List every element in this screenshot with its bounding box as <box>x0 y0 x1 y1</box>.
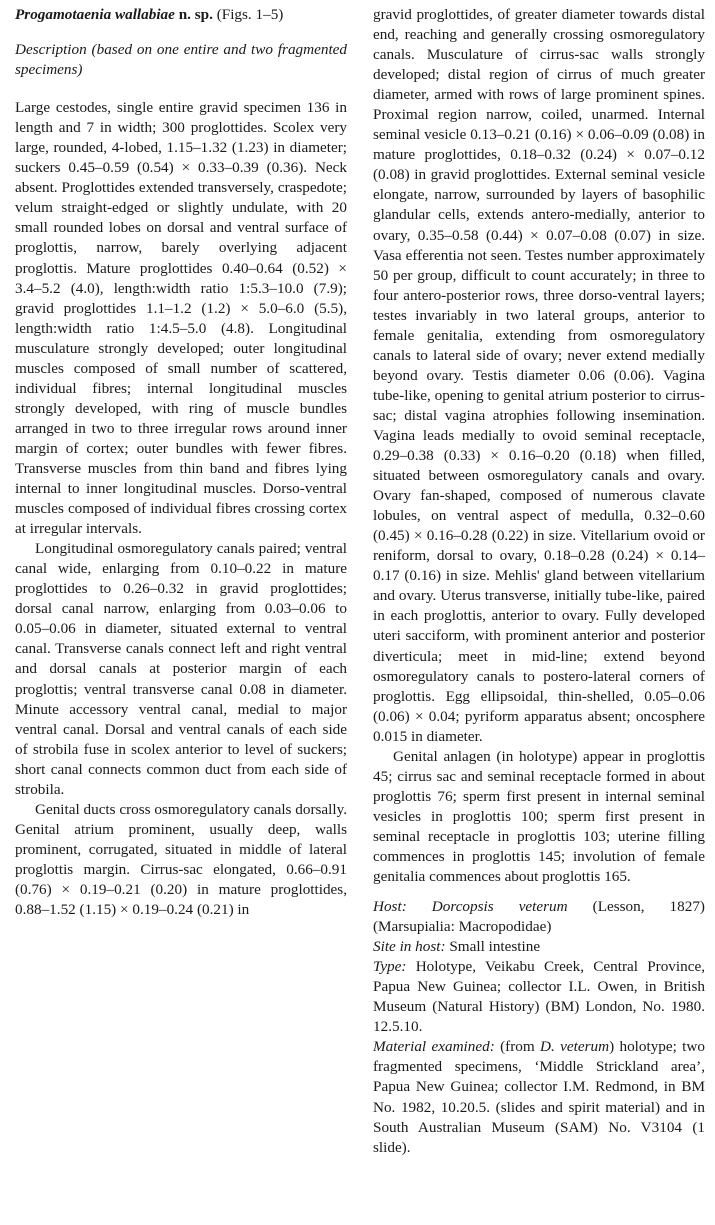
paragraph-genital-ducts: Genital ducts cross osmoregulatory canals dorsally. Genital atrium prominent, usually deep, walls prominent, corrugated, situated in middle of lateral proglottis margin. Cirrus-sac elongated, 0.66–0.91 (0.76) × 0.19–0.21 (0.20) in mature proglottides, 0.88–1.52 (1.15) × 0.19–0.24 (0.21) in <box>15 800 347 919</box>
paragraph-genital-anlagen: Genital anlagen (in holotype) appear in proglottis 45; cirrus sac and seminal receptacle formed in about proglottis 76; sperm first present in internal seminal vesicles in proglottis 100; sperm first present in seminal receptacle in proglottis 103; uterine filling commences in proglottis 145; involution of female genitalia commences about proglottis 165. <box>373 747 705 886</box>
paragraph-morphology: Large cestodes, single entire gravid specimen 136 in length and 7 in width; 300 proglottides. Scolex very large, rounded, 4-lobed, 1.15–1.32 (1.23) in diameter; suckers 0.45–0.59 (0.54) × 0.33–0.39 (0.36). Neck absent. Proglottides extended transversely, craspedote; velum straight-edged or slightly undulate, with 20 small rounded lobes on dorsal and ventral surface of proglottis, narrow, barely overlying adjacent proglottis. Mature proglottides 0.40–0.64 (0.52) × 3.4–5.2 (4.0), length:width ratio 1:5.3–10.0 (7.9); gravid proglottides 1.1–1.2 (1.2) × 5.0–6.0 (5.5), length:width ratio 1:4.5–5.0 (4.8). Longitudinal musculature strongly developed; outer longitudinal muscles composed of small number of scattered, individual fibres; internal longitudinal muscles strongly developed, with ring of muscle bundles arranged in two to three irregular rows around inner margin of cortex; outer bundles with fewer fibres. Transverse muscles from thin band and fibres lying internal to inner longitudinal muscles. Dorso-ventral muscles composed of individual fibres crossing cortex at irregular intervals. <box>15 99 347 538</box>
right-column <box>373 5 705 1158</box>
host-detail: (Lesson, 1827) (Marsupialia: Macropodidae) <box>373 898 705 936</box>
site-note <box>373 937 705 957</box>
specimen-notes <box>373 897 705 1158</box>
site-value: Small intestine <box>445 938 541 956</box>
host-species: Dorcopsis veterum <box>431 898 568 916</box>
paragraph-osmoregulatory: Longitudinal osmoregulatory canals paired; ventral canal wide, enlarging from 0.10–0.22 in mature proglottides to 0.26–0.32 in gravid proglottides; dorsal canal narrow, enlarging from 0.03–0.06 to 0.05–0.06 in diameter, situated external to ventral canal. Transverse canals connect left and right ventral and dorsal canals at posterior margin of each proglottis; ventral transverse canal 0.08 in diameter. Minute accessory ventral canal, medial to major ventral canal. Dorsal and ventral canals of each side of strobila fuse in scolex anterior to level of suckers; short canal connects common duct from each side of strobila. <box>15 540 347 798</box>
description-subheading: Description (based on one entire and two fragmented specimens) <box>15 41 347 79</box>
material-species: D. veterum <box>540 1038 610 1056</box>
species-name: Progamotaenia wallabiae <box>15 6 175 23</box>
material-label: Material examined: <box>373 1038 495 1056</box>
type-label: Type: <box>373 958 407 976</box>
type-value: Holotype, Veikabu Creek, Central Province, Papua New Guinea; collector I.L. Owen, in British Museum (Natural History) (BM) London, No. 1980. 12.5.10. <box>373 958 705 1036</box>
species-heading <box>15 5 347 25</box>
type-note <box>373 957 705 1037</box>
site-label: Site in host: <box>373 938 446 956</box>
host-note <box>373 897 705 937</box>
material-detail: ) holotype; two fragmented specimens, ‘Middle Strickland area’, Papua New Guinea; collector I.M. Redmond, in BM No. 1982, 10.20.5. (slides and spirit material) and in South Australian Museum (SAM) No. V3104 (1 slide). <box>373 1038 705 1156</box>
left-column <box>15 5 347 920</box>
material-note <box>373 1037 705 1157</box>
figure-reference: (Figs. 1–5) <box>216 6 284 23</box>
new-species-marker: n. sp. <box>178 6 213 23</box>
material-pre: (from <box>494 1038 541 1056</box>
paragraph-genital-continued: gravid proglottides, of greater diameter towards distal end, reaching and generally crossing osmoregulatory canals. Musculature of cirrus-sac walls strongly developed; distal region of cirrus of much greater diameter, armed with rows of large prominent spines. Proximal region narrow, coiled, unarmed. Internal seminal vesicle 0.13–0.21 (0.16) × 0.06–0.09 (0.08) in mature proglottides, 0.18–0.32 (0.24) × 0.07–0.12 (0.08) in gravid proglottides. External seminal vesicle elongate, narrow, surrounded by layers of basophilic glandular cells, extends antero-medially, anterior to ovary, 0.35–0.58 (0.44) × 0.07–0.08 (0.07) in size. Vasa efferentia not seen. Testes number approximately 50 per group, difficult to count accurately; in three to four antero-posterior rows, three dorso-ventral layers; testes invariably in two lateral groups, anterior to female genitalia, extending from osmoregulatory canals to lateral side of ovary; never extend medially beyond ovary. Testis diameter 0.06 (0.06). Vagina tube-like, opening to genital atrium posterior to cirrus-sac; distal vagina atrophies following insemination. Vagina leads medially to ovoid seminal receptacle, 0.29–0.38 (0.33) × 0.16–0.20 (0.18) when filled, situated between osmoregulatory canals and ovary. Ovary fan-shaped, composed of numerous clavate lobules, on ventral aspect of medulla, 0.32–0.60 (0.45) × 0.16–0.28 (0.22) in size. Vitellarium ovoid or reniform, dorsal to ovary, 0.18–0.28 (0.24) × 0.14–0.17 (0.16) in size. Mehlis' gland between vitellarium and ovary. Uterus transverse, initially tube-like, paired in each proglottis, anterior to ovary. Fully developed uteri sacciform, with prominent anterior and posterior diverticula; meet in mid-line; extend beyond osmoregulatory canals to postero-lateral corners of proglottis. Egg ellipsoidal, thin-shelled, 0.05–0.06 (0.06) × 0.04; pyriform apparatus absent; oncosphere 0.015 in diameter. <box>373 6 705 745</box>
host-label: Host: <box>373 898 407 916</box>
